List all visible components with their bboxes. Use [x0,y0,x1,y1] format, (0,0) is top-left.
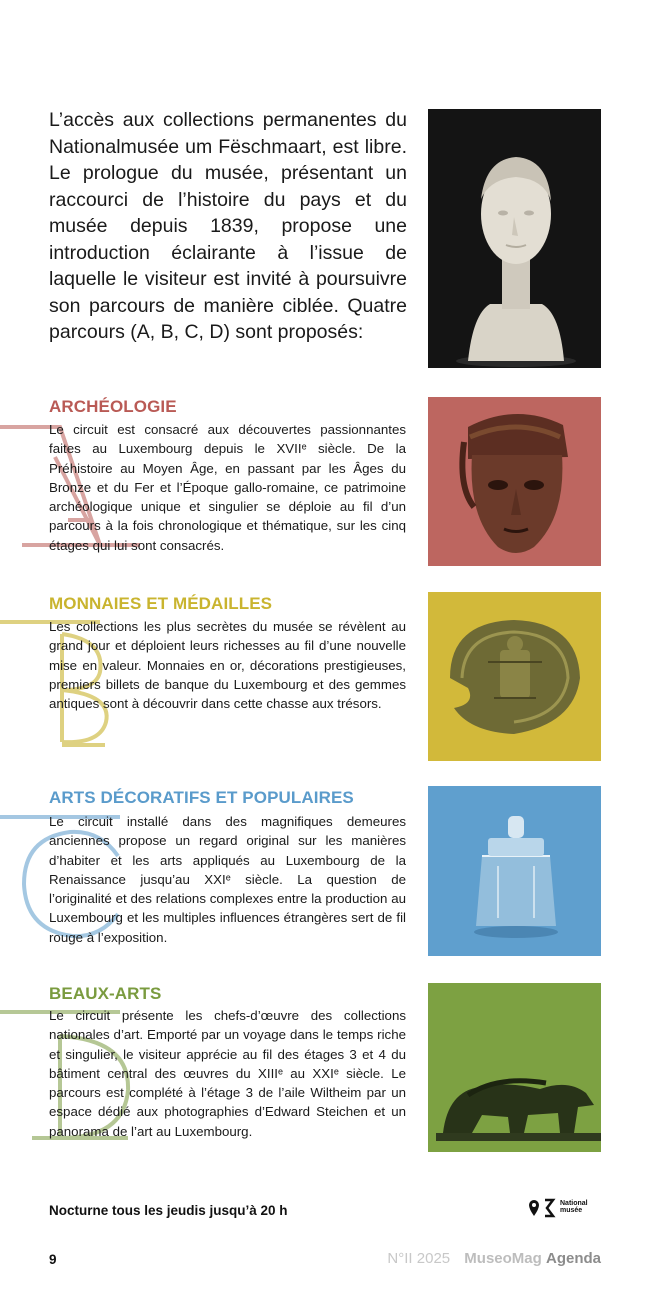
issue-footer [387,1250,601,1267]
coin-medal-photo [428,592,601,761]
section-body-arts-decoratifs: Le circuit installé dans des magnifiques demeures anciennes propose un regard original sur les manières d’habiter et les arts appliqués au Luxembourg de la Renaissance jusqu’au XXIᵉ siècle. La question de l’originalité et des relations complexes entre la production au Luxembourg et les multiples influences étrangères sert de fil rouge à l’exposition. [49,814,406,945]
issue-number: N°II 2025 [387,1250,451,1267]
magazine-agenda: Agenda [545,1250,601,1267]
section-body-monnaies: Les collections les plus secrètes du musée se révèlent au grand jour et déploient leurs richesses au fil d’une nouvelle mise en valeur. Monnaies en or, décorations prestigieuses, premiers billets de banque du Luxembourg et des gemmes antiques sont à découvrir dans cette chasse aux trésors. [49,619,406,712]
intro-text: L’accès aux collections permanentes du Nationalmusée um Fëschmaart, est libre. Le prologue du musée, présentant un raccourci de l’histoire du pays et du musée depuis 1839, propose une introduction éclairante à l’issue de laquelle le visiteur est invité à poursuivre son parcours de manière ciblée. Quatre parcours (A, B, C, D) sont proposés: [49,109,407,343]
marble-bust-photo [428,109,601,368]
magazine-brand: MuseoMag [464,1250,542,1267]
glass-box-photo [428,786,601,956]
section-body-beaux-arts: Le circuit présente les chefs-d’œuvre des collections nationales d’art. Emporté par un voyage dans le temps riche et singulier, le visiteur apprécie au fil des étages 3 et 4 du bâtiment central des œuvres du XIIIᵉ au XXIᵉ siècle. Le parcours est complété à l’étage 3 de l’aile Wiltheim par un espace dédié aux photographies d’Edward Steichen et un panorama de l’art au Luxembourg. [49,1008,406,1139]
section-title-beaux-arts: BEAUX-ARTS [49,984,162,1003]
logo-line-2: musée [560,1207,583,1214]
section-body-archeologie: Le circuit est consacré aux découvertes passionnantes faites au Luxembourg depuis le XVIIᵉ siècle. De la Préhistoire au Moyen Âge, en passant par les Âges du Bronze et du Fer et l’Époque gallo-romaine, ce patrimoine archéologique unique et singulier se déploie au fil d’un parcours à la fois chronologique et thématique, sur les cinq étages qui lui sont consacrés. [49,422,406,553]
section-title-archeologie: ARCHÉOLOGIE [49,397,177,416]
nocturne-note: Nocturne tous les jeudis jusqu’à 20 h [49,1203,288,1218]
panther-sculpture-photo [428,983,601,1152]
section-title-arts-decoratifs: ARTS DÉCORATIFS ET POPULAIRES [49,788,354,807]
bronze-mask-photo [428,397,601,566]
logo-line-1: National [560,1200,588,1207]
section-title-monnaies: MONNAIES ET MÉDAILLES [49,594,273,613]
logo-wordmark [560,1197,610,1214]
page-number: 9 [49,1252,57,1267]
